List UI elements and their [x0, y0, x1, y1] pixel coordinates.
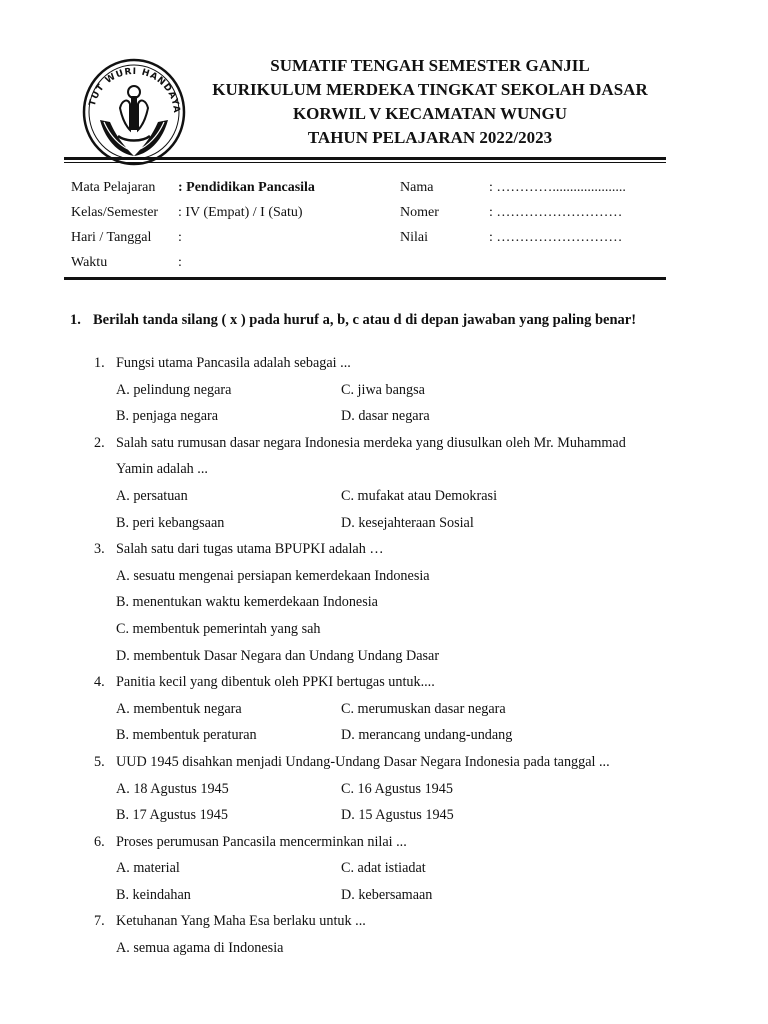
question-list — [94, 350, 664, 962]
question-number: 2. — [94, 434, 105, 451]
answer-option[interactable]: B. 17 Agustus 1945 — [116, 807, 228, 824]
header-line: KORWIL V KECAMATAN WUNGU — [292, 104, 568, 123]
question-number: 6. — [94, 833, 105, 850]
question-item — [94, 669, 664, 696]
answer-option[interactable]: A. semua agama di Indonesia — [116, 940, 284, 957]
instruction-text: Berilah tanda silang ( x ) pada huruf a, b, c atau d di depan jawaban yang paling benar! — [93, 312, 637, 328]
class-value: : IV (Empat) / I (Satu) — [178, 205, 303, 220]
question-number: 1. — [94, 355, 105, 371]
section-instruction — [70, 312, 636, 329]
question-number: 3. — [94, 541, 105, 558]
header-line: TAHUN PELAJARAN 2022/2023 — [307, 128, 553, 147]
header-line: SUMATIF TENGAH SEMESTER GANJIL — [270, 56, 590, 75]
answer-option[interactable]: C. membentuk pemerintah yang sah — [116, 620, 321, 637]
header-rule-thin — [64, 162, 666, 163]
answer-option[interactable]: C. mufakat atau Demokrasi — [341, 487, 498, 504]
question-number: 4. — [94, 674, 105, 691]
score-field[interactable]: : ……………………… — [489, 230, 623, 245]
section-number: 1. — [70, 312, 81, 328]
header-line: KURIKULUM MERDEKA TINGKAT SEKOLAH DASAR — [212, 80, 648, 99]
info-label: Waktu — [71, 255, 108, 270]
question-number: 7. — [94, 913, 105, 930]
question-item — [94, 908, 664, 935]
question-item — [94, 829, 664, 856]
question-stem: Ketuhanan Yang Maha Esa berlaku untuk ... — [116, 913, 366, 930]
answer-option[interactable]: C. 16 Agustus 1945 — [341, 780, 453, 797]
answer-option[interactable]: A. membentuk negara — [116, 700, 242, 717]
subject-value: : Pendidikan Pancasila — [178, 180, 315, 195]
question-stem: Panitia kecil yang dibentuk oleh PPKI bertugas untuk.... — [116, 674, 435, 691]
info-label: Nama — [400, 180, 434, 195]
answer-option[interactable]: D. dasar negara — [341, 408, 430, 425]
document-header — [190, 54, 670, 150]
question-stem: Salah satu rumusan dasar negara Indonesia merdeka yang diusulkan oleh Mr. Muhammad Yamin adalah ... — [116, 434, 626, 478]
answer-option[interactable]: B. keindahan — [116, 886, 191, 903]
answer-option[interactable]: C. adat istiadat — [341, 860, 426, 877]
header-rule-thick — [64, 157, 666, 160]
time-field[interactable]: : — [178, 255, 182, 270]
answer-option[interactable]: D. kesejahteraan Sosial — [341, 514, 474, 531]
answer-option[interactable]: D. 15 Agustus 1945 — [341, 807, 454, 824]
answer-option[interactable]: A. material — [116, 860, 180, 877]
answer-option[interactable]: A. sesuatu mengenai persiapan kemerdekaan Indonesia — [116, 567, 430, 584]
answer-option[interactable]: A. pelindung negara — [116, 381, 232, 398]
answer-option[interactable]: A. persatuan — [116, 487, 188, 504]
info-label: Nilai — [400, 230, 428, 245]
answer-option[interactable]: D. merancang undang-undang — [341, 727, 513, 744]
date-field[interactable]: : — [178, 230, 182, 245]
tut-wuri-handayani-logo — [80, 56, 188, 166]
question-item — [94, 749, 664, 776]
info-label: Mata Pelajaran — [71, 180, 156, 195]
logo-motto: TUT WURI HANDAYA — [87, 66, 182, 115]
question-stem: UUD 1945 disahkan menjadi Undang-Undang Dasar Negara Indonesia pada tanggal ... — [116, 753, 610, 770]
question-item — [94, 536, 664, 563]
answer-option[interactable]: B. peri kebangsaan — [116, 514, 225, 531]
answer-option[interactable]: B. menentukan waktu kemerdekaan Indonesia — [116, 594, 378, 611]
answer-option[interactable]: A. 18 Agustus 1945 — [116, 780, 229, 797]
answer-option[interactable]: D. kebersamaan — [341, 886, 433, 903]
answer-option[interactable]: C. jiwa bangsa — [341, 381, 425, 398]
question-item — [94, 350, 664, 377]
info-rule — [64, 277, 666, 280]
answer-option[interactable]: B. penjaga negara — [116, 408, 219, 425]
answer-option[interactable]: C. merumuskan dasar negara — [341, 700, 506, 717]
info-label: Kelas/Semester — [71, 205, 159, 220]
question-stem: Fungsi utama Pancasila adalah sebagai ... — [116, 355, 351, 371]
number-field[interactable]: : ……………………… — [489, 205, 623, 220]
question-item — [94, 430, 664, 483]
answer-option[interactable]: D. membentuk Dasar Negara dan Undang Undang Dasar — [116, 647, 440, 664]
identity-block — [71, 175, 671, 275]
question-stem: Salah satu dari tugas utama BPUPKI adalah … — [116, 541, 384, 558]
answer-option[interactable]: B. membentuk peraturan — [116, 727, 257, 744]
question-stem: Proses perumusan Pancasila mencerminkan nilai ... — [116, 833, 407, 850]
name-field[interactable]: : …………..................... — [489, 180, 626, 195]
info-label: Hari / Tanggal — [71, 230, 152, 245]
question-number: 5. — [94, 753, 105, 770]
info-label: Nomer — [400, 205, 439, 220]
